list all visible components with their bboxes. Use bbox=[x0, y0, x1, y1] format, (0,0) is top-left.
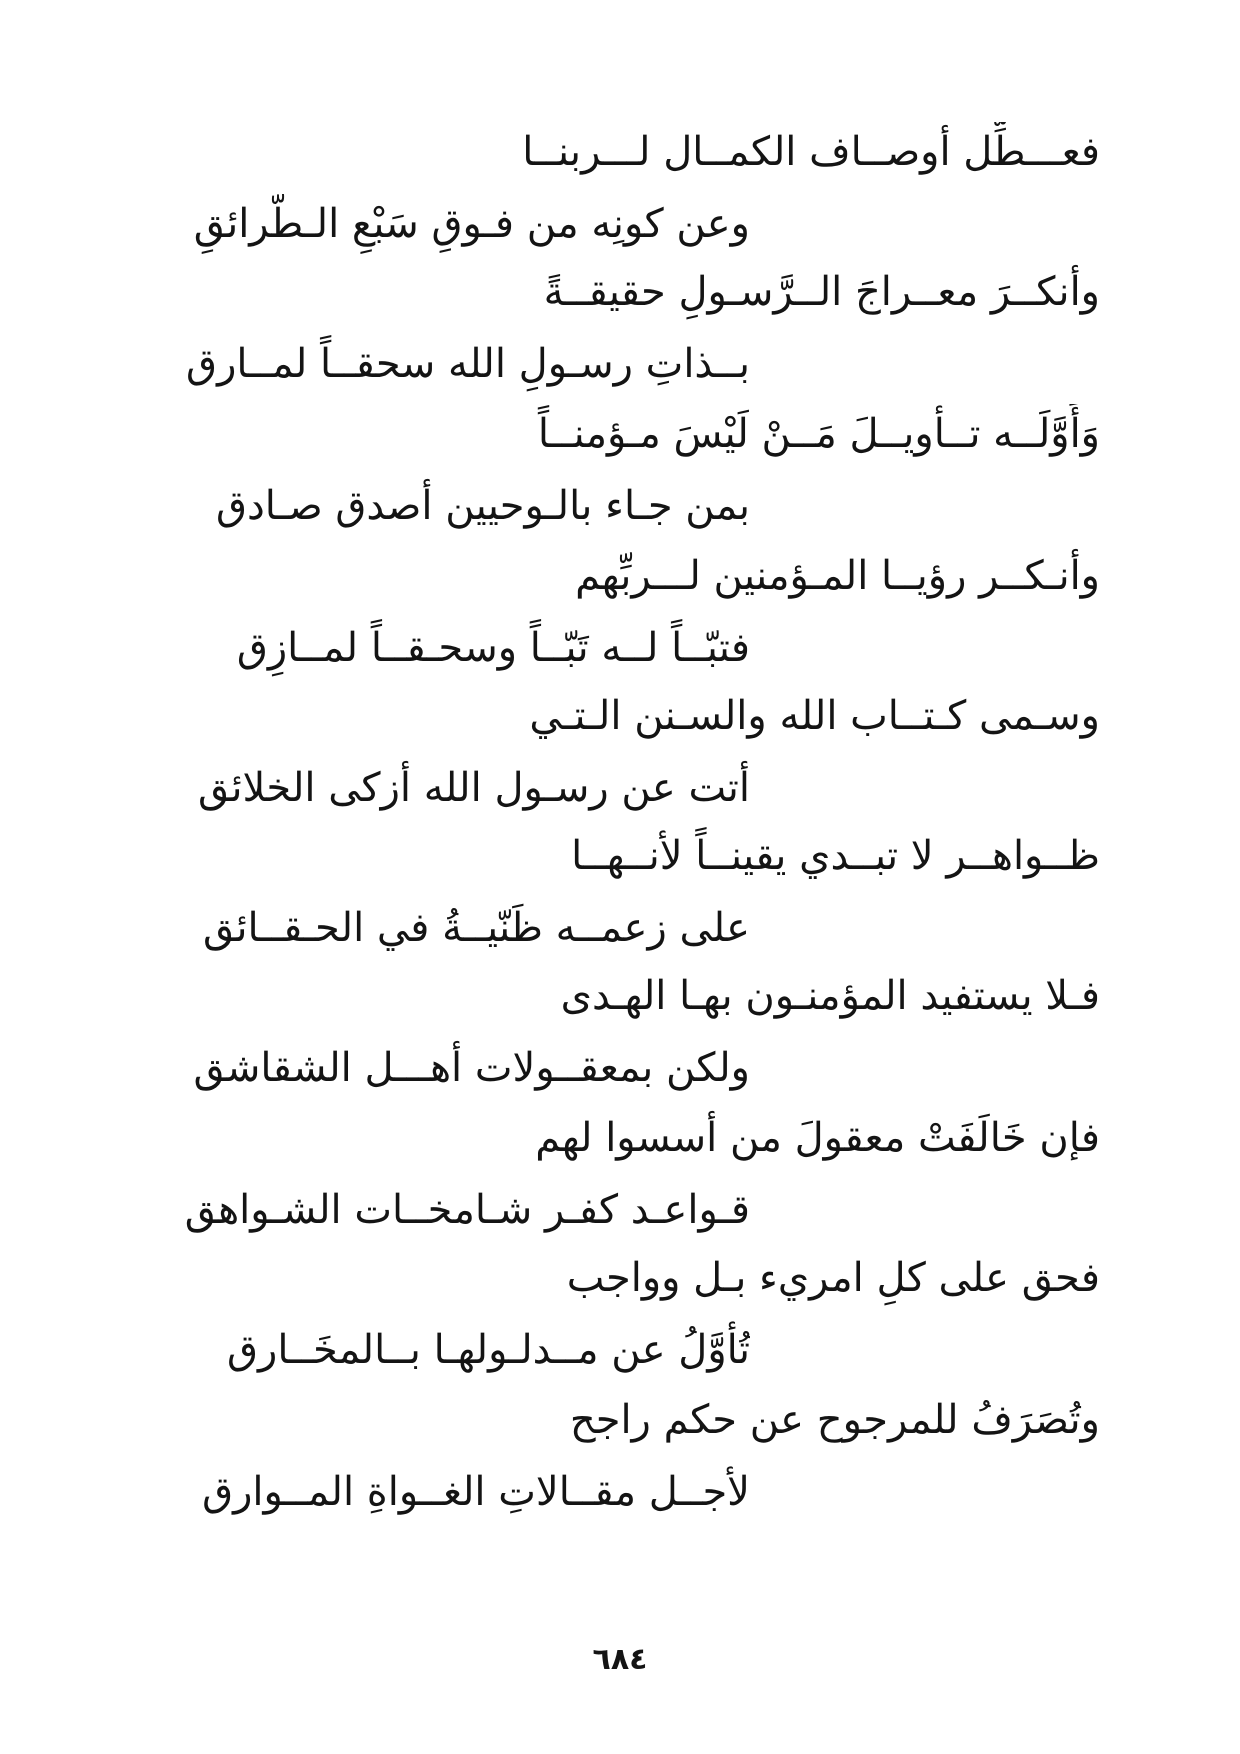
verse bbox=[0, 122, 1240, 270]
verse-second-hemistich: قـواعـد كفـر شـامخــات الشـواهق bbox=[184, 1187, 750, 1233]
verse bbox=[0, 404, 1240, 552]
verse-first-hemistich: وأنكــرَ معــراجَ الــرَّسـولِ حقيقــةً bbox=[543, 269, 1100, 315]
verse-second-hemistich: على زعمــه ظَنّيــةُ في الحـقــائق bbox=[202, 905, 750, 951]
verse-second-hemistich: ولكن بمعقــولات أهـــل الشقاشق bbox=[193, 1045, 750, 1091]
verse-first-hemistich: وسـمى كـتــاب الله والسـنن الـتـي bbox=[529, 693, 1100, 739]
verse-first-hemistich: فإن خَالَفَتْ معقولَ من أسسوا لهم bbox=[535, 1115, 1100, 1161]
verse-second-hemistich: بمن جـاء بالـوحيين أصدق صـادق bbox=[215, 483, 750, 529]
verse-first-hemistich: فحق على كلِ امريء بـل وواجب bbox=[566, 1255, 1100, 1301]
verse-first-hemistich: فـلا يستفيد المؤمنـون بهـا الهـدى bbox=[560, 973, 1100, 1019]
verse-second-hemistich: بــذاتِ رسـولِ الله سحقــاً لمــارق bbox=[186, 341, 750, 387]
verse-second-hemistich: فتبّــاً لــه تَبّــاً وسحـقــاً لمــازِق bbox=[236, 625, 750, 671]
verse-second-hemistich: لأجــل مقــالاتِ الغــواةِ المــوارق bbox=[202, 1469, 750, 1515]
verse bbox=[0, 686, 1240, 834]
verse-first-hemistich: ظــواهــر لا تبــدي يقينــاً لأنــهــا bbox=[571, 833, 1100, 879]
verse-second-hemistich: تُأَوَّلُ عن مــدلـولهـا بــالمخَــارق bbox=[227, 1327, 750, 1373]
verse bbox=[0, 262, 1240, 410]
verse bbox=[0, 546, 1240, 694]
verse bbox=[0, 1108, 1240, 1256]
verse bbox=[0, 826, 1240, 974]
verse-first-hemistich: فعـــطِّل أوصــاف الكمــال لـــربنــا bbox=[522, 129, 1100, 175]
verse-first-hemistich: وأنـكــر رؤيــا المـؤمنين لـــربِّهم bbox=[575, 553, 1100, 599]
verse bbox=[0, 966, 1240, 1114]
page-number: ٦٨٤ bbox=[592, 1642, 648, 1677]
verse-first-hemistich: وتُصَرَفُ للمرجوح عن حكم راجح bbox=[569, 1397, 1100, 1443]
verse bbox=[0, 1390, 1240, 1538]
verse-first-hemistich: وَأَوَّلَــه تــأويــلَ مَــنْ لَيْسَ مـؤمنــاً bbox=[537, 411, 1100, 457]
verse bbox=[0, 1248, 1240, 1396]
verse-second-hemistich: أتت عن رسـول الله أزكى الخلائق bbox=[198, 765, 750, 811]
verse-second-hemistich: وعن كونِه من فـوقِ سَبْعِ الـطَّرائقِ bbox=[193, 201, 750, 247]
